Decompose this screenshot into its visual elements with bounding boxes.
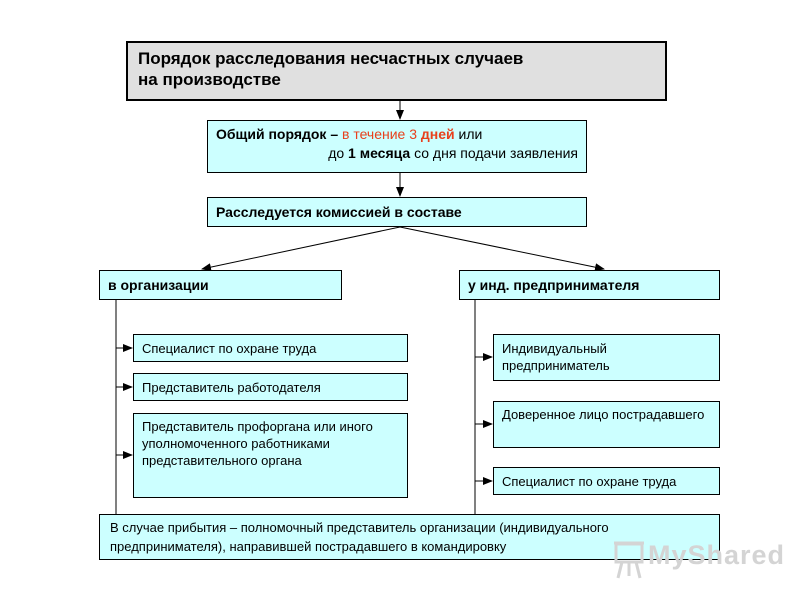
general-from-application: со дня подачи заявления: [410, 145, 578, 161]
general-up-to: до: [328, 145, 349, 161]
general-term-3-days-prefix: в течение 3: [342, 126, 421, 142]
organization-item-union-representative: Представитель профоргана или иного уполномоченного работниками представительного органа: [133, 413, 408, 498]
general-term-days: дней: [420, 126, 455, 142]
title-line-1: Порядок расследования несчастных случаев: [138, 49, 524, 68]
watermark-text: MyShared: [648, 540, 786, 570]
organization-item-employer-representative: Представитель работодателя: [133, 373, 408, 401]
commission-box: Расследуется комиссией в составе: [207, 197, 587, 227]
entrepreneur-header: у инд. предпринимателя: [459, 270, 720, 300]
general-line-2: [216, 144, 578, 163]
general-term-month: 1 месяца: [348, 145, 411, 161]
general-procedure-box: [207, 120, 587, 173]
presentation-board-icon: [612, 538, 646, 582]
organization-header: в организации: [99, 270, 342, 300]
entrepreneur-item-entrepreneur: Индивидуальный предприниматель: [493, 334, 720, 381]
general-or: или: [454, 126, 483, 142]
entrepreneur-item-safety-specialist: Специалист по охране труда: [493, 467, 720, 495]
general-label: Общий порядок –: [216, 126, 343, 142]
general-line-1: [216, 125, 578, 144]
watermark: [612, 538, 786, 584]
entrepreneur-item-trusted-person: Доверенное лицо пострадавшего: [493, 401, 720, 448]
business-trip-note: В случае прибытия – полномочный представитель организации (индивидуального предпринимателя), направившей пострадавшего в командировку: [99, 514, 720, 560]
title-line-2: на производстве: [138, 70, 281, 89]
diagram-title: [126, 41, 667, 101]
arrow-commission-to-organization: [202, 227, 400, 269]
organization-item-safety-specialist: Специалист по охране труда: [133, 334, 408, 362]
arrow-commission-to-entrepreneur: [400, 227, 604, 269]
